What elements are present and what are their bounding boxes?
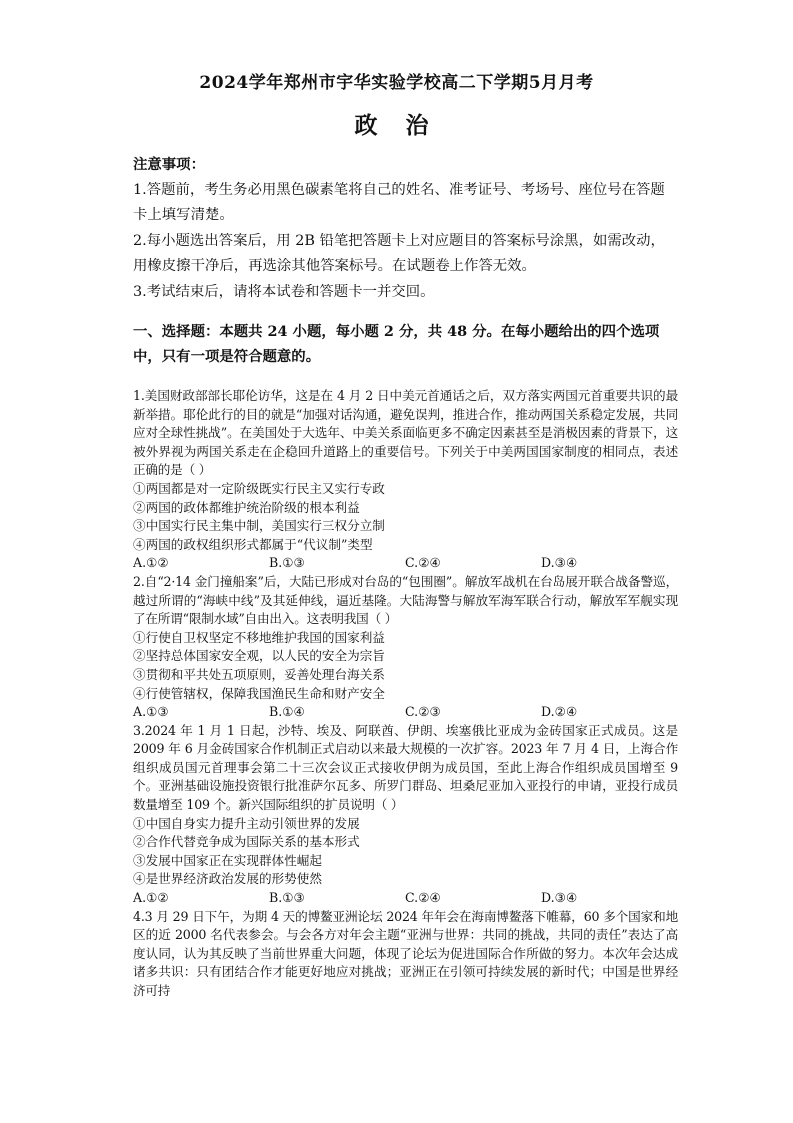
choice-a: A.①② [133,890,169,906]
choice-a: A.①② [133,555,169,571]
question-1 [133,387,678,573]
choice-c: C.②④ [405,890,441,906]
choice-a: A.①③ [133,704,169,720]
choice-d: D.③④ [541,555,578,571]
question-stem: 1.美国财政部部长耶伦访华，这是在 4 月 2 日中美元首通话之后，双方落实两国元首重要共识的最新举措。耶伦此行的目的就是“加强对话沟通，避免误判，推进合作，推动两国关系稳定发展，共同应对全球性挑战”。在美国处于大选年、中美关系面临更多不确定因素甚至是消极因素的背景下，这被外界视为两国关系走在企稳回升道路上的重要信号。下列关于中美两国国家制度的相同点，表述正确的是（ ） [133,388,678,478]
question-2 [133,573,678,722]
question-3 [133,722,678,908]
question-option: ③贯彻和平共处五项原则，妥善处理台海关系 [133,666,385,682]
question-option: ③发展中国家正在实现群体性崛起 [133,852,322,868]
question-option: ④行使管辖权，保障我国渔民生命和财产安全 [133,685,385,701]
notice-item: 2.每小题选出答案后，用 2B 铅笔把答题卡上对应题目的答案标号涂黑，如需改动，用橡皮擦干净后，再选涂其他答案标号。在试题卷上作答无效。 [133,232,665,274]
choice-b: B.①③ [269,555,305,571]
choice-d: D.③④ [541,890,578,906]
notice-item: 1.答题前，考生务必用黑色碳素笔将自己的姓名、准考证号、考场号、座位号在答题卡上填写清楚。 [133,181,665,223]
answer-choices [133,703,678,722]
question-option: ③中国实行民主集中制，美国实行三权分立制 [133,518,385,534]
section-heading: 一、选择题：本题共 24 小题，每小题 2 分，共 48 分。在每小题给出的四个选项中，只有一项是符合题意的。 [133,323,660,365]
question-option: ①两国都是对一定阶级既实行民主又实行专政 [133,480,385,496]
question-list [133,387,678,1001]
choice-c: C.②③ [405,704,441,720]
question-option: ④两国的政权组织形式都属于“代议制”类型 [133,536,373,552]
question-option: ②坚持总体国家安全观，以人民的安全为宗旨 [133,648,385,664]
question-stem: 4.3 月 29 日下午，为期 4 天的博鳌亚洲论坛 2024 年年会在海南博鳌落下帷幕，60 多个国家和地区的近 2000 名代表参会。与会各方对年会主题“亚洲与世界：共同的挑战，共同的责任”表达了高度认同，认为其反映了当前世界重大问题，体现了论坛为促进国际合作所做的努力。本次年会达成诸多共识：只有团结合作才能更好地应对挑战；亚洲正在引领可持续发展的新时代；中国是世界经济可持 [133,908,678,998]
question-option: ①中国自身实力提升主动引领世界的发展 [133,815,360,831]
question-option: ①行使自卫权坚定不移地维护我国的国家利益 [133,629,385,645]
notice-item: 3.考试结束后，请将本试卷和答题卡一并交回。 [133,283,435,300]
answer-choices [133,554,678,573]
notice-heading: 注意事项： [133,156,205,173]
choice-b: B.①④ [269,704,305,720]
subject-title: 政 治 [354,112,439,139]
notice-block [133,152,678,305]
choice-b: B.①③ [269,890,305,906]
exam-title: 2024学年郑州市宇华实验学校高二下学期5月月考 [199,73,594,93]
question-stem: 3.2024 年 1 月 1 日起，沙特、埃及、阿联酋、伊朗、埃塞俄比亚成为金砖国家正式成员。这是 2009 年 6 月金砖国家合作机制正式启动以来最大规模的一次扩容。2023 年 7 月 4 日，上海合作组织成员国元首理事会第二十三次会议正式接收伊朗为成员国，至此上海合作组织成员国增至 9 个。亚洲基础设施投资银行批准萨尔瓦多、所罗门群岛、坦桑尼亚加入亚投行的申请，亚投行成员数量增至 109 个。新兴国际组织的扩员说明（ ） [133,722,678,813]
question-option: ②合作代替竞争成为国际关系的基本形式 [133,834,360,850]
question-option: ②两国的政体都维护统治阶级的根本利益 [133,499,360,515]
question-option: ④是世界经济政治发展的形势使然 [133,871,322,887]
choice-c: C.②④ [405,555,441,571]
question-stem: 2.自“2·14 金门撞船案”后，大陆已形成对台岛的“包围圈”。解放军战机在台岛展开联合战备警巡，越过所谓的“海峡中线”及其延伸线，逼近基隆。大陆海警与解放军海军联合行动，解放军军舰实现了在所谓“限制水域”自由出入。这表明我国（ ） [133,573,678,627]
answer-choices [133,889,678,908]
question-4 [133,908,678,1001]
choice-d: D.②④ [541,704,578,720]
